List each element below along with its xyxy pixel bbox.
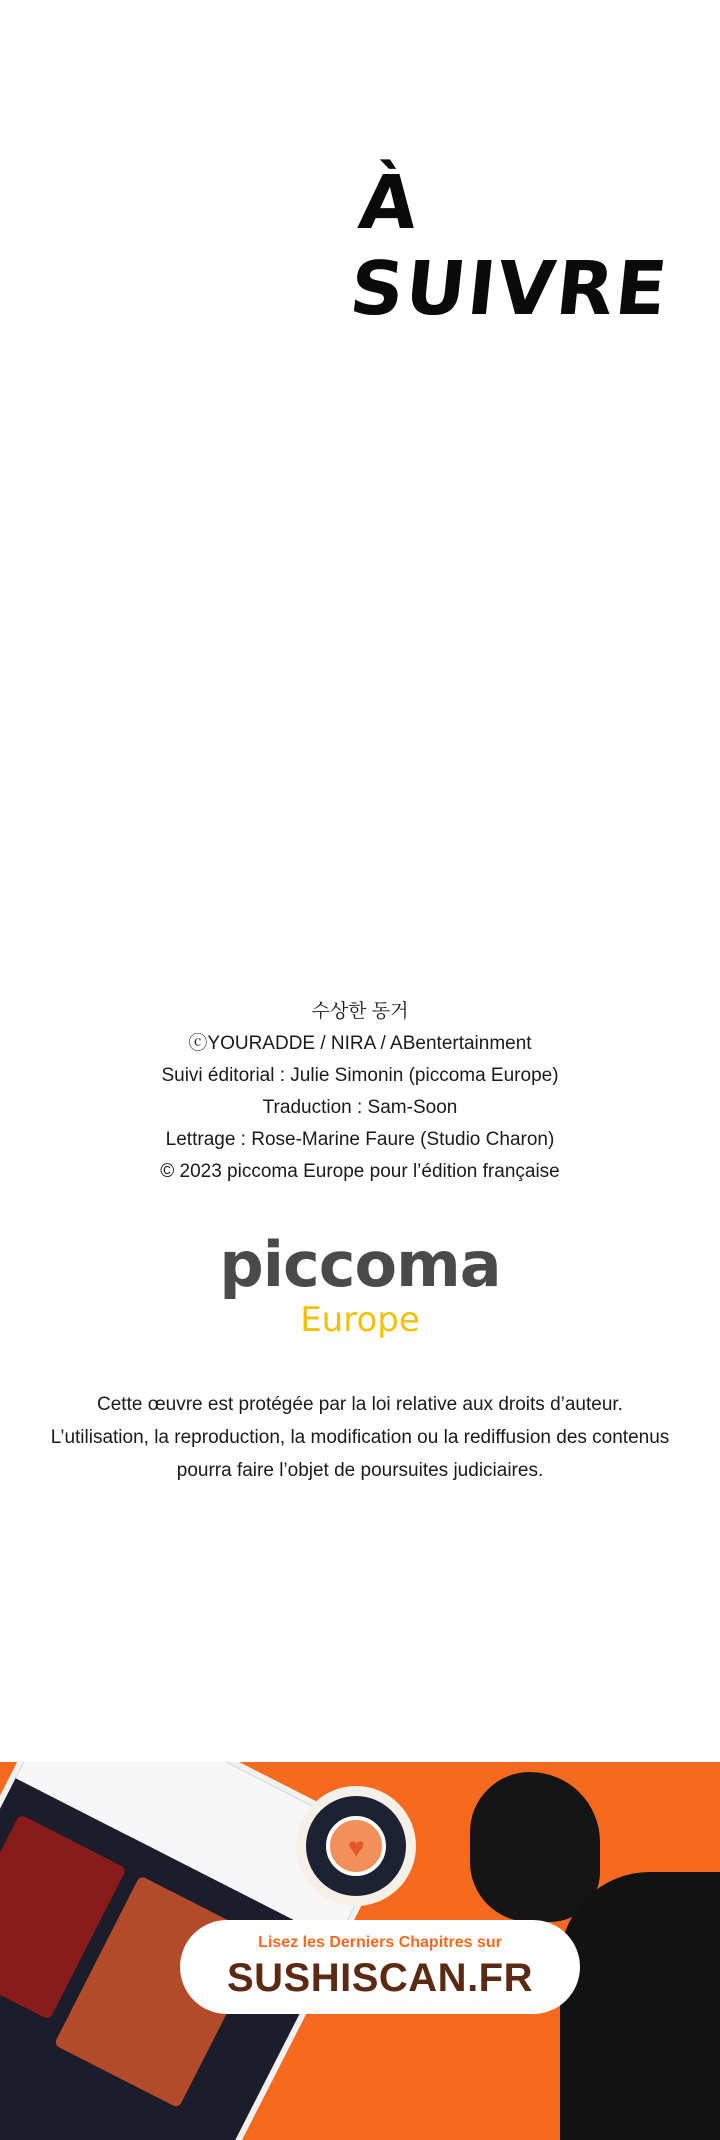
- sushiscan-link-button[interactable]: [180, 1920, 580, 2014]
- edition-copyright: © 2023 piccoma Europe pour l’édition française: [160, 1161, 560, 1182]
- lettering-credit: Lettrage : Rose-Marine Faure (Studio Charon): [165, 1129, 555, 1150]
- heart-icon: ♥: [348, 1832, 365, 1863]
- sushi-salmon: [326, 1816, 386, 1876]
- character-illustration: [560, 1872, 720, 2140]
- legal-line-2: L’utilisation, la reproduction, la modification ou la rediffusion des contenus: [50, 1427, 670, 1448]
- sushi-icon: [296, 1786, 416, 1906]
- legal-notice: [0, 1388, 720, 1487]
- piccoma-logo: piccoma: [219, 1228, 501, 1301]
- cta-small-text: Lisez les Derniers Chapitres sur: [258, 1934, 502, 1951]
- cta-site-name: SUSHISCAN.FR: [226, 1956, 534, 2000]
- to-be-continued-heading: À SUIVRE: [345, 160, 673, 332]
- copyright-owner: ⓒYOURADDE / NIRA / ABentertainment: [188, 1033, 532, 1054]
- sushiscan-banner[interactable]: [0, 1762, 720, 2140]
- korean-title: 수상한 동거: [311, 1001, 409, 1022]
- credits-block: [0, 996, 720, 1188]
- piccoma-logo-europe: Europe: [300, 1300, 420, 1340]
- translation-credit: Traduction : Sam-Soon: [262, 1097, 458, 1118]
- editorial-credit: Suivi éditorial : Julie Simonin (piccoma Europe): [161, 1065, 559, 1086]
- legal-line-3: pourra faire l’objet de poursuites judiciaires.: [176, 1460, 544, 1481]
- character-head-illustration: [470, 1772, 600, 1922]
- legal-line-1: Cette œuvre est protégée par la loi relative aux droits d’auteur.: [97, 1394, 623, 1415]
